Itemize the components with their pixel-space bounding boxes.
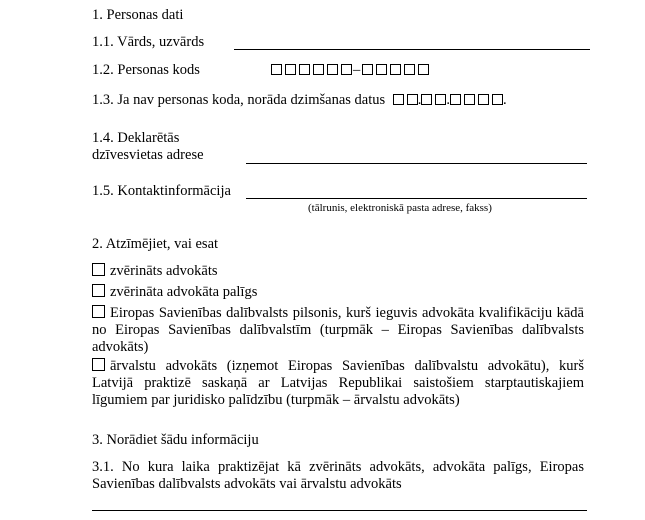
section2-title: 2. Atzīmējiet, vai esat (92, 236, 219, 252)
checkbox-advocate-assistant[interactable] (92, 284, 105, 297)
date-dot: . (503, 92, 507, 108)
answer-3-1-field[interactable] (92, 510, 587, 511)
birth-row (92, 92, 507, 109)
code-digit-box[interactable] (313, 64, 324, 75)
date-digit-box[interactable] (478, 94, 489, 105)
date-digit-box[interactable] (464, 94, 475, 105)
option-sworn-advocate (92, 263, 218, 280)
option-advocate-assistant (92, 284, 257, 301)
date-digit-box[interactable] (421, 94, 432, 105)
code-digit-box[interactable] (341, 64, 352, 75)
date-dot: . (417, 92, 422, 108)
code-separator: – (353, 62, 361, 78)
option-label: zvērināta advokāta palīgs (110, 284, 258, 300)
code-digit-box[interactable] (299, 64, 310, 75)
date-digit-box[interactable] (393, 94, 404, 105)
name-field[interactable] (234, 49, 590, 50)
date-digit-box[interactable] (407, 94, 418, 105)
date-digit-box[interactable] (435, 94, 446, 105)
section1-title: 1. Personas dati (92, 7, 184, 23)
option-label: ārvalstu advokāts (izņemot Eiropas Savienības dalībvalstu advokātu), kurš Latvijā praktizē saskaņā ar Latvijas Republikai saistošiem starptautiskajiem līgumiem par juridisko palīdzību (turpmāk – ārvalstu advokāts) (92, 358, 584, 409)
code-digit-box[interactable] (285, 64, 296, 75)
contact-hint: (tālrunis, elektroniskā pasta adrese, fakss) (308, 202, 492, 214)
date-digit-box[interactable] (450, 94, 461, 105)
code-digit-box[interactable] (418, 64, 429, 75)
id-label: 1.2. Personas kods (92, 62, 200, 78)
contact-field[interactable] (246, 198, 587, 199)
checkbox-sworn-advocate[interactable] (92, 263, 105, 276)
address-label-line1: 1.4. Deklarētās (92, 130, 180, 146)
date-dot: . (446, 92, 451, 108)
address-field[interactable] (246, 163, 587, 164)
checkbox-eu-advocate[interactable] (92, 305, 105, 318)
code-digit-box[interactable] (327, 64, 338, 75)
address-label-line2: dzīvesvietas adrese (92, 147, 204, 163)
checkbox-foreign-advocate[interactable] (92, 358, 105, 371)
code-digit-box[interactable] (362, 64, 373, 75)
date-digit-box[interactable] (492, 94, 503, 105)
option-eu-advocate (92, 305, 584, 357)
question-3-1: 3.1. No kura laika praktizējat kā zvērināts advokāts, advokāta palīgs, Eiropas Savienības dalībvalsts advokāts vai ārvalstu advokāts (92, 459, 584, 493)
contact-label: 1.5. Kontaktinformācija (92, 183, 231, 199)
birth-label: 1.3. Ja nav personas koda, norāda dzimšanas datus (92, 92, 386, 108)
code-digit-box[interactable] (390, 64, 401, 75)
code-digit-box[interactable] (376, 64, 387, 75)
option-label: zvērināts advokāts (110, 263, 218, 279)
option-foreign-advocate (92, 358, 584, 410)
name-label: 1.1. Vārds, uzvārds (92, 34, 205, 50)
section3-title: 3. Norādiet šādu informāciju (92, 432, 259, 448)
code-digit-box[interactable] (271, 64, 282, 75)
option-label: Eiropas Savienības dalībvalsts pilsonis, kurš ieguvis advokāta kvalifikāciju kādā no Eiropas Savienības dalībvalstīm (turpmāk – Eiropas Savienības dalībvalsts advokāts) (92, 305, 584, 356)
birth-date-boxes[interactable] (393, 92, 507, 108)
code-digit-box[interactable] (404, 64, 415, 75)
personal-code-boxes[interactable] (271, 62, 432, 79)
